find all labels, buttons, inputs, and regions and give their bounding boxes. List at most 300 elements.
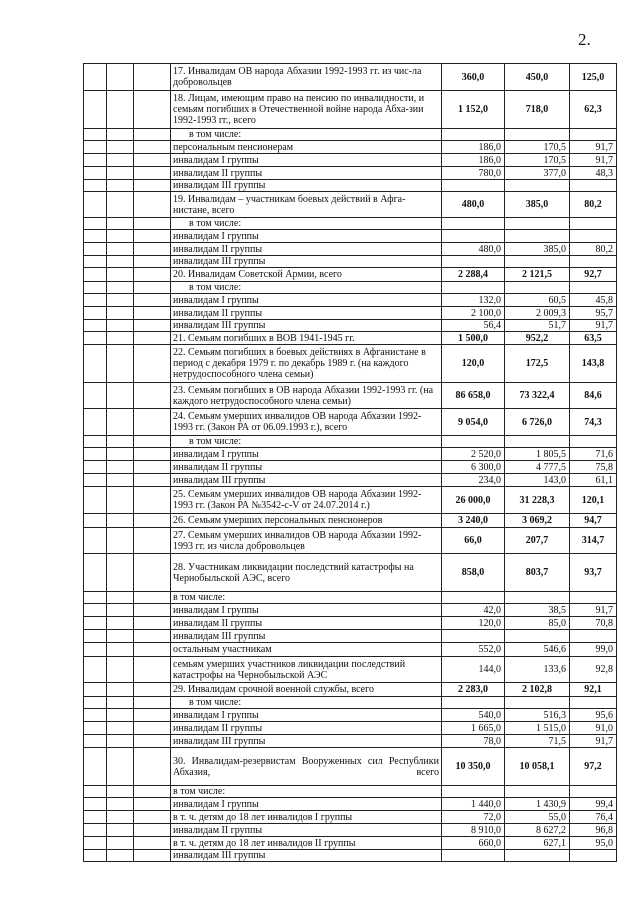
page-number: 2. bbox=[578, 30, 591, 49]
planned-amount bbox=[442, 256, 505, 268]
empty-code-cell bbox=[134, 461, 171, 474]
empty-code-cell bbox=[84, 129, 107, 141]
planned-amount: 120,0 bbox=[442, 617, 505, 630]
planned-amount bbox=[442, 218, 505, 230]
empty-code-cell bbox=[84, 657, 107, 683]
execution-percent: 92,1 bbox=[570, 683, 617, 697]
planned-amount: 56,4 bbox=[442, 320, 505, 332]
empty-code-cell bbox=[134, 180, 171, 192]
execution-percent: 61,1 bbox=[570, 474, 617, 487]
row-description: 22. Семьям погибших в боевых действиях в Афганистане в период с декабря 1979 г. по декабрь 1989 г. (на каждого нетрудоспособного члена семьи) bbox=[171, 345, 442, 383]
empty-code-cell bbox=[107, 798, 134, 811]
execution-percent bbox=[570, 180, 617, 192]
empty-code-cell bbox=[134, 409, 171, 436]
row-description: инвалидам III группы bbox=[171, 630, 442, 643]
empty-code-cell bbox=[134, 383, 171, 409]
table-row bbox=[84, 64, 617, 91]
actual-amount bbox=[505, 282, 570, 294]
planned-amount: 66,0 bbox=[442, 528, 505, 554]
empty-code-cell bbox=[84, 243, 107, 256]
actual-amount: 4 777,5 bbox=[505, 461, 570, 474]
row-description: инвалидам III группы bbox=[171, 850, 442, 862]
empty-code-cell bbox=[84, 167, 107, 180]
empty-code-cell bbox=[134, 268, 171, 282]
empty-code-cell bbox=[84, 154, 107, 167]
planned-amount bbox=[442, 282, 505, 294]
table-row bbox=[84, 409, 617, 436]
table-row bbox=[84, 230, 617, 243]
table-row bbox=[84, 487, 617, 514]
table-row bbox=[84, 617, 617, 630]
empty-code-cell bbox=[84, 461, 107, 474]
empty-code-cell bbox=[84, 735, 107, 748]
empty-code-cell bbox=[84, 474, 107, 487]
actual-amount: 1 515,0 bbox=[505, 722, 570, 735]
planned-amount: 132,0 bbox=[442, 294, 505, 307]
empty-code-cell bbox=[84, 683, 107, 697]
row-description: 28. Участникам ликвидации последствий катастрофы на Чернобыльской АЭС, всего bbox=[171, 554, 442, 592]
row-description: в том числе: bbox=[171, 218, 442, 230]
empty-code-cell bbox=[134, 230, 171, 243]
execution-percent: 70,8 bbox=[570, 617, 617, 630]
empty-code-cell bbox=[107, 383, 134, 409]
empty-code-cell bbox=[84, 643, 107, 657]
table-row bbox=[84, 91, 617, 129]
planned-amount: 186,0 bbox=[442, 141, 505, 154]
execution-percent: 92,7 bbox=[570, 268, 617, 282]
table-row bbox=[84, 332, 617, 345]
row-description: 21. Семьям погибших в ВОВ 1941-1945 гг. bbox=[171, 332, 442, 345]
empty-code-cell bbox=[84, 850, 107, 862]
execution-percent bbox=[570, 592, 617, 604]
row-description: 19. Инвалидам – участникам боевых действий в Афга-нистане, всего bbox=[171, 192, 442, 218]
actual-amount: 85,0 bbox=[505, 617, 570, 630]
empty-code-cell bbox=[134, 722, 171, 735]
execution-percent bbox=[570, 850, 617, 862]
actual-amount bbox=[505, 592, 570, 604]
empty-code-cell bbox=[107, 592, 134, 604]
planned-amount: 86 658,0 bbox=[442, 383, 505, 409]
planned-amount: 2 520,0 bbox=[442, 448, 505, 461]
execution-percent bbox=[570, 697, 617, 709]
execution-percent bbox=[570, 218, 617, 230]
execution-percent: 62,3 bbox=[570, 91, 617, 129]
actual-amount: 3 069,2 bbox=[505, 514, 570, 528]
actual-amount: 10 058,1 bbox=[505, 748, 570, 786]
actual-amount: 2 121,5 bbox=[505, 268, 570, 282]
execution-percent bbox=[570, 786, 617, 798]
table-row bbox=[84, 268, 617, 282]
table-row bbox=[84, 709, 617, 722]
actual-amount: 170,5 bbox=[505, 154, 570, 167]
table-row bbox=[84, 630, 617, 643]
empty-code-cell bbox=[134, 320, 171, 332]
row-description: инвалидам II группы bbox=[171, 307, 442, 320]
empty-code-cell bbox=[134, 709, 171, 722]
execution-percent: 84,6 bbox=[570, 383, 617, 409]
planned-amount bbox=[442, 850, 505, 862]
empty-code-cell bbox=[84, 218, 107, 230]
row-description: в том числе: bbox=[171, 282, 442, 294]
planned-amount bbox=[442, 697, 505, 709]
table-row bbox=[84, 811, 617, 824]
empty-code-cell bbox=[134, 592, 171, 604]
execution-percent: 93,7 bbox=[570, 554, 617, 592]
execution-percent: 45,8 bbox=[570, 294, 617, 307]
actual-amount bbox=[505, 850, 570, 862]
planned-amount: 660,0 bbox=[442, 837, 505, 850]
empty-code-cell bbox=[107, 604, 134, 617]
empty-code-cell bbox=[134, 192, 171, 218]
empty-code-cell bbox=[107, 192, 134, 218]
planned-amount: 2 283,0 bbox=[442, 683, 505, 697]
actual-amount bbox=[505, 218, 570, 230]
empty-code-cell bbox=[107, 461, 134, 474]
planned-amount bbox=[442, 180, 505, 192]
actual-amount bbox=[505, 436, 570, 448]
planned-amount: 540,0 bbox=[442, 709, 505, 722]
table-row bbox=[84, 837, 617, 850]
empty-code-cell bbox=[107, 748, 134, 786]
actual-amount: 207,7 bbox=[505, 528, 570, 554]
table-row bbox=[84, 474, 617, 487]
actual-amount: 170,5 bbox=[505, 141, 570, 154]
table-row bbox=[84, 294, 617, 307]
table-row bbox=[84, 722, 617, 735]
empty-code-cell bbox=[107, 243, 134, 256]
empty-code-cell bbox=[134, 798, 171, 811]
empty-code-cell bbox=[84, 487, 107, 514]
row-description: инвалидам II группы bbox=[171, 722, 442, 735]
empty-code-cell bbox=[84, 824, 107, 837]
empty-code-cell bbox=[134, 64, 171, 91]
empty-code-cell bbox=[107, 154, 134, 167]
row-description: инвалидам III группы bbox=[171, 180, 442, 192]
actual-amount: 172,5 bbox=[505, 345, 570, 383]
execution-percent: 125,0 bbox=[570, 64, 617, 91]
actual-amount: 143,0 bbox=[505, 474, 570, 487]
empty-code-cell bbox=[84, 256, 107, 268]
empty-code-cell bbox=[134, 554, 171, 592]
table-row bbox=[84, 604, 617, 617]
planned-amount: 3 240,0 bbox=[442, 514, 505, 528]
table-row bbox=[84, 850, 617, 862]
empty-code-cell bbox=[84, 294, 107, 307]
planned-amount: 120,0 bbox=[442, 345, 505, 383]
execution-percent: 80,2 bbox=[570, 243, 617, 256]
execution-percent: 71,6 bbox=[570, 448, 617, 461]
empty-code-cell bbox=[84, 282, 107, 294]
empty-code-cell bbox=[107, 64, 134, 91]
actual-amount: 2 102,8 bbox=[505, 683, 570, 697]
planned-amount: 360,0 bbox=[442, 64, 505, 91]
table-row bbox=[84, 320, 617, 332]
planned-amount: 2 100,0 bbox=[442, 307, 505, 320]
row-description: 27. Семьям умерших инвалидов ОВ народа Абхазии 1992-1993 гг. из числа добровольцев bbox=[171, 528, 442, 554]
planned-amount bbox=[442, 436, 505, 448]
actual-amount: 546,6 bbox=[505, 643, 570, 657]
empty-code-cell bbox=[134, 256, 171, 268]
empty-code-cell bbox=[107, 167, 134, 180]
empty-code-cell bbox=[134, 786, 171, 798]
actual-amount: 385,0 bbox=[505, 243, 570, 256]
execution-percent: 99,0 bbox=[570, 643, 617, 657]
empty-code-cell bbox=[107, 735, 134, 748]
row-description: в том числе: bbox=[171, 592, 442, 604]
empty-code-cell bbox=[84, 514, 107, 528]
planned-amount bbox=[442, 786, 505, 798]
table-row bbox=[84, 643, 617, 657]
empty-code-cell bbox=[84, 307, 107, 320]
table-row bbox=[84, 461, 617, 474]
empty-code-cell bbox=[107, 630, 134, 643]
actual-amount: 8 627,2 bbox=[505, 824, 570, 837]
row-description: инвалидам I группы bbox=[171, 798, 442, 811]
planned-amount: 144,0 bbox=[442, 657, 505, 683]
planned-amount: 1 152,0 bbox=[442, 91, 505, 129]
row-description: инвалидам III группы bbox=[171, 256, 442, 268]
actual-amount: 31 228,3 bbox=[505, 487, 570, 514]
empty-code-cell bbox=[84, 268, 107, 282]
empty-code-cell bbox=[107, 129, 134, 141]
execution-percent: 91,7 bbox=[570, 154, 617, 167]
execution-percent: 95,6 bbox=[570, 709, 617, 722]
empty-code-cell bbox=[134, 514, 171, 528]
execution-percent: 76,4 bbox=[570, 811, 617, 824]
execution-percent: 48,3 bbox=[570, 167, 617, 180]
empty-code-cell bbox=[107, 180, 134, 192]
row-description: инвалидам I группы bbox=[171, 604, 442, 617]
row-description: в т. ч. детям до 18 лет инвалидов I группы bbox=[171, 811, 442, 824]
empty-code-cell bbox=[134, 218, 171, 230]
execution-percent: 80,2 bbox=[570, 192, 617, 218]
empty-code-cell bbox=[107, 91, 134, 129]
empty-code-cell bbox=[134, 683, 171, 697]
row-description: персональным пенсионерам bbox=[171, 141, 442, 154]
empty-code-cell bbox=[134, 345, 171, 383]
empty-code-cell bbox=[134, 837, 171, 850]
empty-code-cell bbox=[84, 192, 107, 218]
execution-percent: 314,7 bbox=[570, 528, 617, 554]
empty-code-cell bbox=[84, 748, 107, 786]
empty-code-cell bbox=[84, 528, 107, 554]
table-row bbox=[84, 167, 617, 180]
empty-code-cell bbox=[107, 514, 134, 528]
planned-amount bbox=[442, 630, 505, 643]
execution-percent: 97,2 bbox=[570, 748, 617, 786]
row-description: инвалидам III группы bbox=[171, 474, 442, 487]
execution-percent: 74,3 bbox=[570, 409, 617, 436]
actual-amount: 133,6 bbox=[505, 657, 570, 683]
empty-code-cell bbox=[84, 798, 107, 811]
planned-amount: 78,0 bbox=[442, 735, 505, 748]
empty-code-cell bbox=[134, 697, 171, 709]
row-description: 29. Инвалидам срочной военной службы, всего bbox=[171, 683, 442, 697]
actual-amount: 1 430,9 bbox=[505, 798, 570, 811]
empty-code-cell bbox=[134, 487, 171, 514]
empty-code-cell bbox=[107, 487, 134, 514]
empty-code-cell bbox=[134, 154, 171, 167]
actual-amount: 450,0 bbox=[505, 64, 570, 91]
planned-amount: 26 000,0 bbox=[442, 487, 505, 514]
row-description: 18. Лицам, имеющим право на пенсию по инвалидности, и семьям погибших в Отечественной войне народа Абха-зии 1992-1993 гг., всего bbox=[171, 91, 442, 129]
execution-percent: 91,0 bbox=[570, 722, 617, 735]
planned-amount: 234,0 bbox=[442, 474, 505, 487]
table-row bbox=[84, 824, 617, 837]
empty-code-cell bbox=[84, 230, 107, 243]
empty-code-cell bbox=[107, 307, 134, 320]
table-row bbox=[84, 436, 617, 448]
execution-percent bbox=[570, 282, 617, 294]
empty-code-cell bbox=[84, 383, 107, 409]
empty-code-cell bbox=[84, 709, 107, 722]
table-row bbox=[84, 514, 617, 528]
row-description: инвалидам I группы bbox=[171, 154, 442, 167]
empty-code-cell bbox=[107, 786, 134, 798]
empty-code-cell bbox=[134, 243, 171, 256]
empty-code-cell bbox=[107, 320, 134, 332]
actual-amount: 51,7 bbox=[505, 320, 570, 332]
empty-code-cell bbox=[107, 709, 134, 722]
empty-code-cell bbox=[107, 824, 134, 837]
actual-amount bbox=[505, 129, 570, 141]
row-description: 23. Семьям погибших в ОВ народа Абхазии 1992-1993 гг. (на каждого нетрудоспособного члена семьи) bbox=[171, 383, 442, 409]
actual-amount: 627,1 bbox=[505, 837, 570, 850]
empty-code-cell bbox=[107, 282, 134, 294]
empty-code-cell bbox=[134, 307, 171, 320]
empty-code-cell bbox=[84, 180, 107, 192]
row-description: в том числе: bbox=[171, 129, 442, 141]
table-row bbox=[84, 129, 617, 141]
execution-percent: 120,1 bbox=[570, 487, 617, 514]
budget-table bbox=[83, 63, 617, 862]
table-row bbox=[84, 657, 617, 683]
actual-amount: 516,3 bbox=[505, 709, 570, 722]
planned-amount: 2 288,4 bbox=[442, 268, 505, 282]
empty-code-cell bbox=[84, 592, 107, 604]
table-row bbox=[84, 735, 617, 748]
empty-code-cell bbox=[134, 735, 171, 748]
execution-percent: 96,8 bbox=[570, 824, 617, 837]
planned-amount bbox=[442, 592, 505, 604]
empty-code-cell bbox=[84, 141, 107, 154]
execution-percent: 95,7 bbox=[570, 307, 617, 320]
row-description: 24. Семьям умерших инвалидов ОВ народа Абхазии 1992-1993 гг. (Закон РА от 06.09.1993 г.), всего bbox=[171, 409, 442, 436]
execution-percent: 95,0 bbox=[570, 837, 617, 850]
execution-percent bbox=[570, 256, 617, 268]
empty-code-cell bbox=[134, 748, 171, 786]
actual-amount bbox=[505, 180, 570, 192]
planned-amount: 8 910,0 bbox=[442, 824, 505, 837]
empty-code-cell bbox=[107, 474, 134, 487]
empty-code-cell bbox=[134, 282, 171, 294]
empty-code-cell bbox=[134, 474, 171, 487]
empty-code-cell bbox=[107, 230, 134, 243]
empty-code-cell bbox=[134, 167, 171, 180]
empty-code-cell bbox=[134, 811, 171, 824]
empty-code-cell bbox=[107, 657, 134, 683]
planned-amount: 480,0 bbox=[442, 243, 505, 256]
table-row bbox=[84, 697, 617, 709]
empty-code-cell bbox=[107, 722, 134, 735]
execution-percent: 91,7 bbox=[570, 735, 617, 748]
empty-code-cell bbox=[84, 332, 107, 345]
empty-code-cell bbox=[134, 436, 171, 448]
execution-percent bbox=[570, 436, 617, 448]
empty-code-cell bbox=[107, 332, 134, 345]
actual-amount: 1 805,5 bbox=[505, 448, 570, 461]
actual-amount: 55,0 bbox=[505, 811, 570, 824]
empty-code-cell bbox=[84, 64, 107, 91]
row-description: инвалидам II группы bbox=[171, 824, 442, 837]
empty-code-cell bbox=[107, 218, 134, 230]
empty-code-cell bbox=[107, 683, 134, 697]
empty-code-cell bbox=[107, 256, 134, 268]
execution-percent: 91,7 bbox=[570, 604, 617, 617]
empty-code-cell bbox=[84, 697, 107, 709]
actual-amount: 385,0 bbox=[505, 192, 570, 218]
planned-amount: 858,0 bbox=[442, 554, 505, 592]
row-description: инвалидам II группы bbox=[171, 243, 442, 256]
actual-amount bbox=[505, 630, 570, 643]
empty-code-cell bbox=[134, 657, 171, 683]
planned-amount: 1 500,0 bbox=[442, 332, 505, 345]
row-description: остальным участникам bbox=[171, 643, 442, 657]
row-description: инвалидам I группы bbox=[171, 294, 442, 307]
planned-amount: 10 350,0 bbox=[442, 748, 505, 786]
table-row bbox=[84, 307, 617, 320]
planned-amount: 552,0 bbox=[442, 643, 505, 657]
actual-amount bbox=[505, 256, 570, 268]
empty-code-cell bbox=[84, 786, 107, 798]
empty-code-cell bbox=[107, 141, 134, 154]
empty-code-cell bbox=[107, 268, 134, 282]
empty-code-cell bbox=[107, 643, 134, 657]
actual-amount: 803,7 bbox=[505, 554, 570, 592]
row-description: в том числе: bbox=[171, 786, 442, 798]
table-row bbox=[84, 192, 617, 218]
execution-percent: 91,7 bbox=[570, 320, 617, 332]
empty-code-cell bbox=[84, 630, 107, 643]
empty-code-cell bbox=[134, 448, 171, 461]
table-row bbox=[84, 786, 617, 798]
empty-code-cell bbox=[107, 617, 134, 630]
empty-code-cell bbox=[107, 345, 134, 383]
row-description: 26. Семьям умерших персональных пенсионеров bbox=[171, 514, 442, 528]
empty-code-cell bbox=[84, 320, 107, 332]
actual-amount: 952,2 bbox=[505, 332, 570, 345]
planned-amount: 42,0 bbox=[442, 604, 505, 617]
table-row bbox=[84, 282, 617, 294]
actual-amount: 377,0 bbox=[505, 167, 570, 180]
actual-amount bbox=[505, 230, 570, 243]
execution-percent: 63,5 bbox=[570, 332, 617, 345]
table-row bbox=[84, 748, 617, 786]
planned-amount: 1 440,0 bbox=[442, 798, 505, 811]
row-description: в том числе: bbox=[171, 436, 442, 448]
planned-amount: 6 300,0 bbox=[442, 461, 505, 474]
empty-code-cell bbox=[134, 294, 171, 307]
empty-code-cell bbox=[84, 91, 107, 129]
execution-percent: 91,7 bbox=[570, 141, 617, 154]
actual-amount: 73 322,4 bbox=[505, 383, 570, 409]
empty-code-cell bbox=[134, 141, 171, 154]
table-row bbox=[84, 383, 617, 409]
empty-code-cell bbox=[134, 630, 171, 643]
row-description: инвалидам II группы bbox=[171, 617, 442, 630]
row-description: семьям умерших участников ликвидации последствий катастрофы на Чернобыльской АЭС bbox=[171, 657, 442, 683]
empty-code-cell bbox=[134, 643, 171, 657]
